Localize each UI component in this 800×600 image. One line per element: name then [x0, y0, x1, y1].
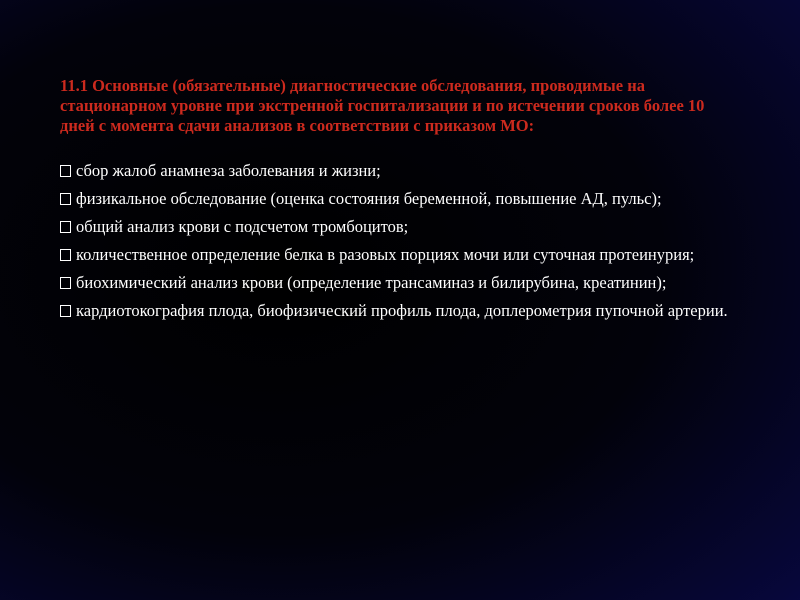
diagnostics-list — [60, 160, 740, 321]
list-item — [60, 244, 740, 265]
list-item-text: биохимический анализ крови (определение трансаминаз и билирубина, креатинин); — [76, 273, 667, 292]
square-bullet-icon — [60, 221, 71, 233]
square-bullet-icon — [60, 277, 71, 289]
slide-content — [60, 76, 740, 328]
list-item — [60, 160, 740, 181]
square-bullet-icon — [60, 165, 71, 177]
square-bullet-icon — [60, 249, 71, 261]
list-item-text: общий анализ крови с подсчетом тромбоцитов; — [76, 217, 409, 236]
list-item — [60, 188, 740, 209]
list-item-text: кардиотокография плода, биофизический профиль плода, доплерометрия пупочной артерии. — [76, 301, 728, 320]
square-bullet-icon — [60, 193, 71, 205]
list-item-text: физикальное обследование (оценка состояния беременной, повышение АД, пульс); — [76, 189, 662, 208]
list-item — [60, 216, 740, 237]
list-item — [60, 272, 740, 293]
square-bullet-icon — [60, 305, 71, 317]
list-item-text: количественное определение белка в разовых порциях мочи или суточная протеинурия; — [76, 245, 695, 264]
list-item — [60, 300, 740, 321]
list-item-text: сбор жалоб анамнеза заболевания и жизни; — [76, 161, 381, 180]
slide-heading: 11.1 Основные (обязательные) диагностические обследования, проводимые на стационарном уровне при экстренной госпитализации и по истечении сроков более 10 дней с момента сдачи анализов в соответствии с приказом МО: — [60, 76, 705, 135]
